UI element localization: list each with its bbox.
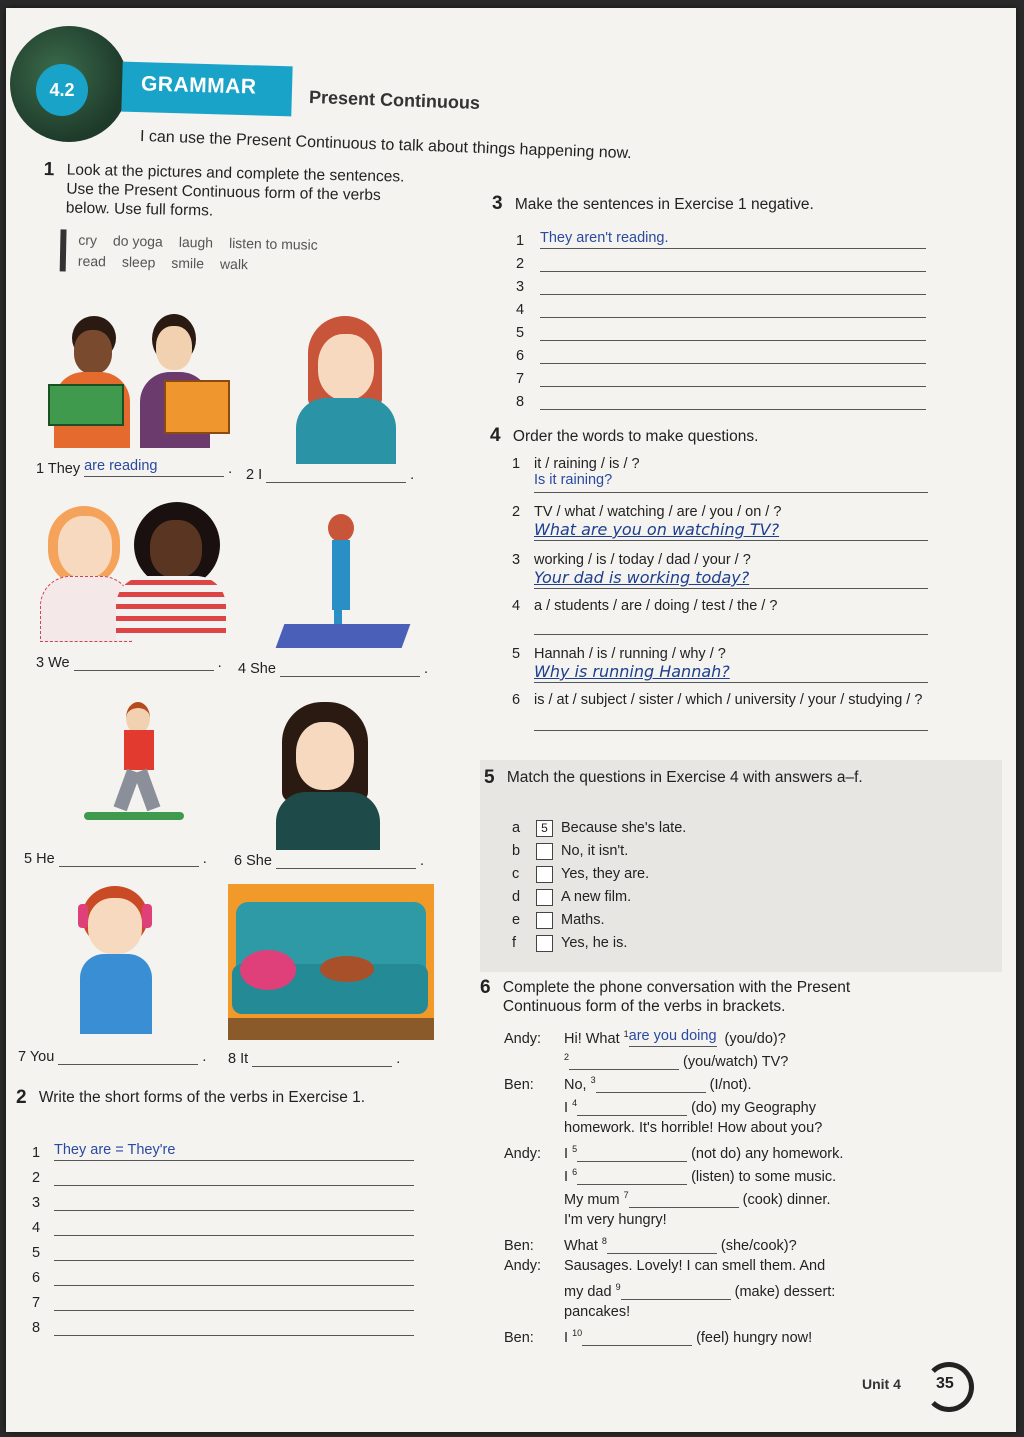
speaker: Andy: — [504, 1258, 542, 1274]
item-subject: She — [246, 853, 276, 869]
item-number: 1 — [36, 461, 48, 477]
ex4-answer-blank[interactable]: Why is running Hannah? — [534, 662, 928, 683]
ex2-item — [32, 1267, 426, 1286]
line-text: I — [564, 1146, 573, 1162]
verb-hint: (feel) hungry now! — [696, 1330, 813, 1346]
ex6-instruction: Complete the phone conversation with the Present Continuous form of the verbs in brackets. — [502, 979, 851, 1015]
verb-option: do yoga — [112, 232, 163, 250]
item-number: 7 — [516, 371, 525, 387]
ex2-answer-blank[interactable] — [54, 1192, 414, 1211]
speaker: Andy: — [504, 1031, 542, 1047]
item-number: 1 — [32, 1145, 41, 1161]
speaker: Ben: — [504, 1238, 534, 1254]
picture-4-yoga — [274, 508, 410, 652]
blank-number: 1 — [623, 1029, 629, 1040]
ex6-answer-blank[interactable] — [582, 1327, 692, 1346]
ex4-instruction: Order the words to make questions. — [512, 428, 759, 445]
lesson-objective: I can use the Present Continuous to talk about things happening now. — [139, 128, 632, 163]
line-text: Hi! What — [564, 1031, 624, 1047]
ex3-item — [516, 322, 930, 341]
ex4-answer-blank[interactable]: What are you on watching TV? — [534, 520, 928, 541]
item-number: 4 — [516, 302, 525, 318]
ex4-item — [512, 598, 928, 635]
item-subject: It — [240, 1051, 253, 1067]
ex6-answer-blank[interactable]: are you doing — [629, 1028, 717, 1047]
verb-box — [60, 229, 443, 279]
ex2-item — [32, 1142, 426, 1161]
match-box[interactable] — [536, 843, 553, 860]
ex1-answer-blank[interactable]: are reading — [84, 458, 224, 477]
item-number: 4 — [32, 1220, 41, 1236]
ex4-prompt: Hannah / is / running / why / ? — [534, 646, 726, 662]
item-number: 6 — [32, 1270, 41, 1286]
lesson-badge — [36, 64, 88, 116]
item-number: 6 — [234, 853, 247, 869]
ex3-answer-blank[interactable] — [540, 391, 926, 410]
picture-2-crying — [292, 314, 402, 464]
ex1-answer-blank[interactable] — [276, 850, 416, 869]
ex3-answer-blank[interactable] — [540, 253, 926, 272]
item-number: 5 — [512, 646, 521, 662]
ex3-item — [516, 253, 930, 272]
ex2-answer-blank[interactable] — [54, 1217, 414, 1236]
item-number: 8 — [516, 394, 525, 410]
item-number: 2 — [246, 467, 259, 483]
ex2-answer-blank[interactable] — [54, 1242, 414, 1261]
ex6-line — [504, 1304, 630, 1320]
speaker: Ben: — [504, 1330, 534, 1346]
ex6-number: 6 — [480, 977, 491, 998]
ex3-answer-blank[interactable] — [540, 322, 926, 341]
ex4-prompt: is / at / subject / sister / which / university / your / studying / ? — [534, 692, 923, 708]
item-number: 7 — [18, 1049, 30, 1065]
ex6-line — [504, 1327, 812, 1346]
item-period: . — [406, 467, 415, 483]
ex1-item — [228, 1048, 400, 1067]
verb-option: cry — [78, 231, 98, 249]
ex2-item — [32, 1317, 426, 1336]
match-box[interactable] — [536, 889, 553, 906]
ex6-line — [504, 1281, 835, 1300]
ex1-item — [234, 850, 424, 869]
ex3-heading — [492, 194, 912, 214]
ex3-item — [516, 230, 930, 249]
item-number: 6 — [516, 348, 525, 364]
ex6-answer-blank[interactable] — [629, 1189, 739, 1208]
blank-number: 3 — [590, 1075, 596, 1086]
answer-text: A new film. — [561, 889, 632, 906]
ex6-line — [504, 1212, 667, 1228]
item-subject: He — [36, 851, 59, 867]
picture-8-sleeping — [228, 884, 434, 1040]
ex6-answer-blank[interactable] — [596, 1074, 706, 1093]
line-text: pancakes! — [564, 1304, 631, 1320]
item-subject: They — [47, 461, 85, 477]
item-number: 7 — [32, 1295, 41, 1311]
answer-text: Because she's late. — [561, 820, 687, 837]
ex5-number: 5 — [484, 767, 495, 788]
ex5-item — [512, 935, 627, 952]
ex3-item — [516, 345, 930, 364]
ex5-item — [512, 820, 686, 837]
item-letter: f — [512, 935, 517, 952]
line-text: I — [564, 1330, 573, 1346]
item-number: 3 — [512, 552, 521, 568]
ex2-number: 2 — [16, 1087, 27, 1108]
ex1-item — [238, 658, 428, 677]
ex1-answer-blank[interactable] — [59, 848, 199, 867]
ex3-answer-blank[interactable] — [540, 345, 926, 364]
ex3-answer-blank[interactable] — [540, 276, 926, 295]
verb-option: walk — [219, 255, 249, 273]
item-letter: c — [512, 866, 520, 883]
blank-number: 8 — [601, 1236, 607, 1247]
line-text: My mum — [564, 1192, 624, 1208]
item-subject: We — [48, 655, 74, 671]
item-period: . — [419, 661, 428, 677]
item-period: . — [415, 853, 424, 869]
item-letter: d — [512, 889, 521, 906]
ex6-line — [504, 1028, 786, 1047]
blank-number: 10 — [572, 1328, 583, 1339]
item-number: 3 — [516, 279, 525, 295]
ex1-answer-blank[interactable] — [280, 658, 420, 677]
ex4-prompt: working / is / today / dad / your / ? — [534, 552, 751, 568]
item-letter: e — [512, 912, 521, 929]
ex4-answer-blank[interactable]: Your dad is working today? — [534, 568, 928, 589]
ex4-answer-blank[interactable] — [534, 710, 928, 731]
ex6-line — [504, 1097, 816, 1116]
item-number: 5 — [32, 1245, 41, 1261]
line-text: my dad — [564, 1284, 616, 1300]
line-text: homework. It's horrible! How about you? — [564, 1120, 823, 1136]
blank-number: 2 — [564, 1052, 570, 1063]
ex2-item — [32, 1192, 426, 1211]
ex4-prompt: it / raining / is / ? — [534, 456, 640, 472]
ex6-answer-blank[interactable] — [577, 1166, 687, 1185]
ex5-item — [512, 912, 605, 929]
ex2-instruction: Write the short forms of the verbs in Exercise 1. — [38, 1089, 366, 1106]
item-number: 5 — [24, 851, 37, 867]
ex1-item — [246, 464, 414, 483]
line-text: I — [564, 1100, 573, 1116]
picture-1-readers — [44, 306, 228, 448]
ex4-prompt: TV / what / watching / are / you / on / ? — [534, 504, 782, 520]
ex3-answer-blank[interactable] — [540, 368, 926, 387]
ex6-line — [504, 1258, 825, 1274]
ex1-answer-blank[interactable] — [252, 1048, 392, 1067]
match-box[interactable]: 5 — [536, 820, 553, 837]
ex1-item — [18, 1046, 206, 1065]
line-text: I'm very hungry! — [564, 1212, 667, 1228]
verb-option: laugh — [178, 233, 214, 251]
ex4-answer-blank[interactable] — [534, 614, 928, 635]
verb-hint: (you/do)? — [720, 1031, 786, 1047]
ex3-number: 3 — [492, 193, 503, 214]
ex3-item — [516, 368, 930, 387]
verb-hint: (she/cook)? — [720, 1238, 797, 1254]
line-text: No, — [564, 1077, 591, 1093]
ex2-heading — [16, 1088, 436, 1108]
ex6-answer-blank[interactable] — [569, 1051, 679, 1070]
ex6-line — [504, 1166, 836, 1185]
verb-hint: (cook) dinner. — [742, 1192, 831, 1208]
verb-hint: (make) dessert: — [734, 1284, 836, 1300]
ex5-item — [512, 866, 649, 883]
ex6-line — [504, 1143, 843, 1162]
ex4-heading — [490, 426, 910, 446]
ex6-answer-blank[interactable] — [621, 1281, 731, 1300]
answer-text: No, it isn't. — [561, 843, 629, 860]
speaker: Ben: — [504, 1077, 534, 1093]
item-period: . — [213, 655, 222, 671]
item-number: 1 — [516, 233, 525, 249]
ex6-line — [504, 1235, 797, 1254]
ex4-item — [512, 552, 928, 589]
ex1-number: 1 — [43, 159, 55, 181]
ex3-item — [516, 276, 930, 295]
item-number: 4 — [238, 661, 251, 677]
blank-number: 7 — [623, 1190, 629, 1201]
item-number: 5 — [516, 325, 525, 341]
ex5-item — [512, 889, 631, 906]
item-number: 1 — [512, 456, 521, 472]
ex5-heading — [484, 768, 904, 788]
verb-option: smile — [171, 254, 205, 272]
ex1-answer-blank[interactable] — [266, 464, 406, 483]
blank-number: 5 — [572, 1144, 578, 1155]
ex6-line — [504, 1051, 788, 1070]
verb-option: sleep — [121, 253, 156, 271]
picture-6-smiling — [270, 700, 382, 850]
item-number: 8 — [228, 1051, 241, 1067]
item-period: . — [224, 461, 233, 477]
line-text: What — [564, 1238, 602, 1254]
item-number: 6 — [512, 692, 521, 708]
ex6-line — [504, 1120, 822, 1136]
ex4-answer-blank[interactable]: Is it raining? — [534, 472, 928, 493]
ex4-item — [512, 456, 928, 493]
page-number: 35 — [936, 1375, 954, 1392]
line-text: Sausages. Lovely! I can smell them. And — [564, 1258, 826, 1274]
line-text: I — [564, 1169, 573, 1185]
unit-label: Unit 4 — [862, 1376, 901, 1392]
verb-option: listen to music — [228, 234, 318, 253]
item-period: . — [392, 1051, 401, 1067]
ex2-item — [32, 1167, 426, 1186]
ex1-answer-blank[interactable] — [58, 1046, 198, 1065]
ex6-heading — [480, 978, 930, 1016]
picture-7-listening — [50, 882, 174, 1034]
ex4-item — [512, 646, 928, 683]
verb-hint: (I/not). — [709, 1077, 752, 1093]
ex3-item — [516, 391, 930, 410]
ex2-item — [32, 1242, 426, 1261]
ex2-item — [32, 1217, 426, 1236]
picture-5-walking — [84, 696, 184, 822]
item-subject: You — [29, 1049, 59, 1065]
item-letter: a — [512, 820, 521, 837]
ex2-answer-blank[interactable]: They are = They're — [54, 1142, 414, 1161]
ex1-heading — [43, 160, 444, 225]
item-number: 2 — [32, 1170, 41, 1186]
ex4-item — [512, 692, 928, 731]
ex2-item — [32, 1292, 426, 1311]
ex2-answer-blank[interactable] — [54, 1267, 414, 1286]
match-box[interactable] — [536, 912, 553, 929]
verb-hint: (do) my Geography — [691, 1100, 816, 1116]
item-number: 4 — [512, 598, 521, 614]
item-subject: She — [250, 661, 280, 677]
ex6-answer-blank[interactable] — [607, 1235, 717, 1254]
answer-text: Yes, they are. — [561, 866, 650, 883]
match-box[interactable] — [536, 935, 553, 952]
item-number: 3 — [32, 1195, 41, 1211]
verb-hint: (you/watch) TV? — [683, 1054, 789, 1070]
ex1-item — [36, 652, 222, 671]
ex3-answer-blank[interactable] — [540, 299, 926, 318]
ex6-line — [504, 1074, 752, 1093]
ex1-answer-blank[interactable] — [74, 652, 214, 671]
ex1-item — [36, 458, 232, 477]
item-period: . — [198, 1049, 207, 1065]
blank-number: 4 — [572, 1098, 578, 1109]
item-number: 2 — [512, 504, 521, 520]
answer-text: Yes, he is. — [561, 935, 628, 952]
match-box[interactable] — [536, 866, 553, 883]
item-period: . — [198, 851, 207, 867]
speaker: Andy: — [504, 1146, 542, 1162]
ex4-prompt: a / students / are / doing / test / the / ? — [534, 598, 778, 614]
blank-number: 6 — [572, 1167, 578, 1178]
section-label: GRAMMAR — [140, 72, 257, 99]
ex6-line — [504, 1189, 830, 1208]
verb-option: read — [77, 252, 107, 270]
workbook-page — [6, 8, 1016, 1432]
ex3-answer-blank[interactable]: They aren't reading. — [540, 230, 926, 249]
picture-3-laughing — [34, 502, 234, 640]
ex2-answer-blank[interactable] — [54, 1317, 414, 1336]
ex1-item — [24, 848, 207, 867]
verb-hint: (listen) to some music. — [691, 1169, 837, 1185]
ex6-answer-blank[interactable] — [577, 1143, 687, 1162]
ex1-instruction: Look at the pictures and complete the sentences. Use the Present Continuous form of the verbs below. Use full forms. — [65, 161, 405, 220]
lesson-title: Present Continuous — [308, 87, 481, 113]
ex4-item — [512, 504, 928, 541]
ex6-answer-blank[interactable] — [577, 1097, 687, 1116]
item-number: 3 — [36, 655, 49, 671]
ex2-answer-blank[interactable] — [54, 1167, 414, 1186]
item-letter: b — [512, 843, 521, 860]
ex3-item — [516, 299, 930, 318]
item-number: 8 — [32, 1320, 41, 1336]
answer-text: Maths. — [561, 912, 605, 929]
blank-number: 9 — [615, 1282, 621, 1293]
ex2-answer-blank[interactable] — [54, 1292, 414, 1311]
ex3-instruction: Make the sentences in Exercise 1 negative. — [514, 196, 814, 213]
ex4-number: 4 — [490, 425, 501, 446]
item-subject: I — [258, 467, 267, 483]
ex5-item — [512, 843, 628, 860]
item-number: 2 — [516, 256, 525, 272]
lesson-number: 4.2 — [49, 80, 75, 100]
verb-hint: (not do) any homework. — [691, 1146, 844, 1162]
ex5-instruction: Match the questions in Exercise 4 with answers a–f. — [506, 769, 863, 786]
